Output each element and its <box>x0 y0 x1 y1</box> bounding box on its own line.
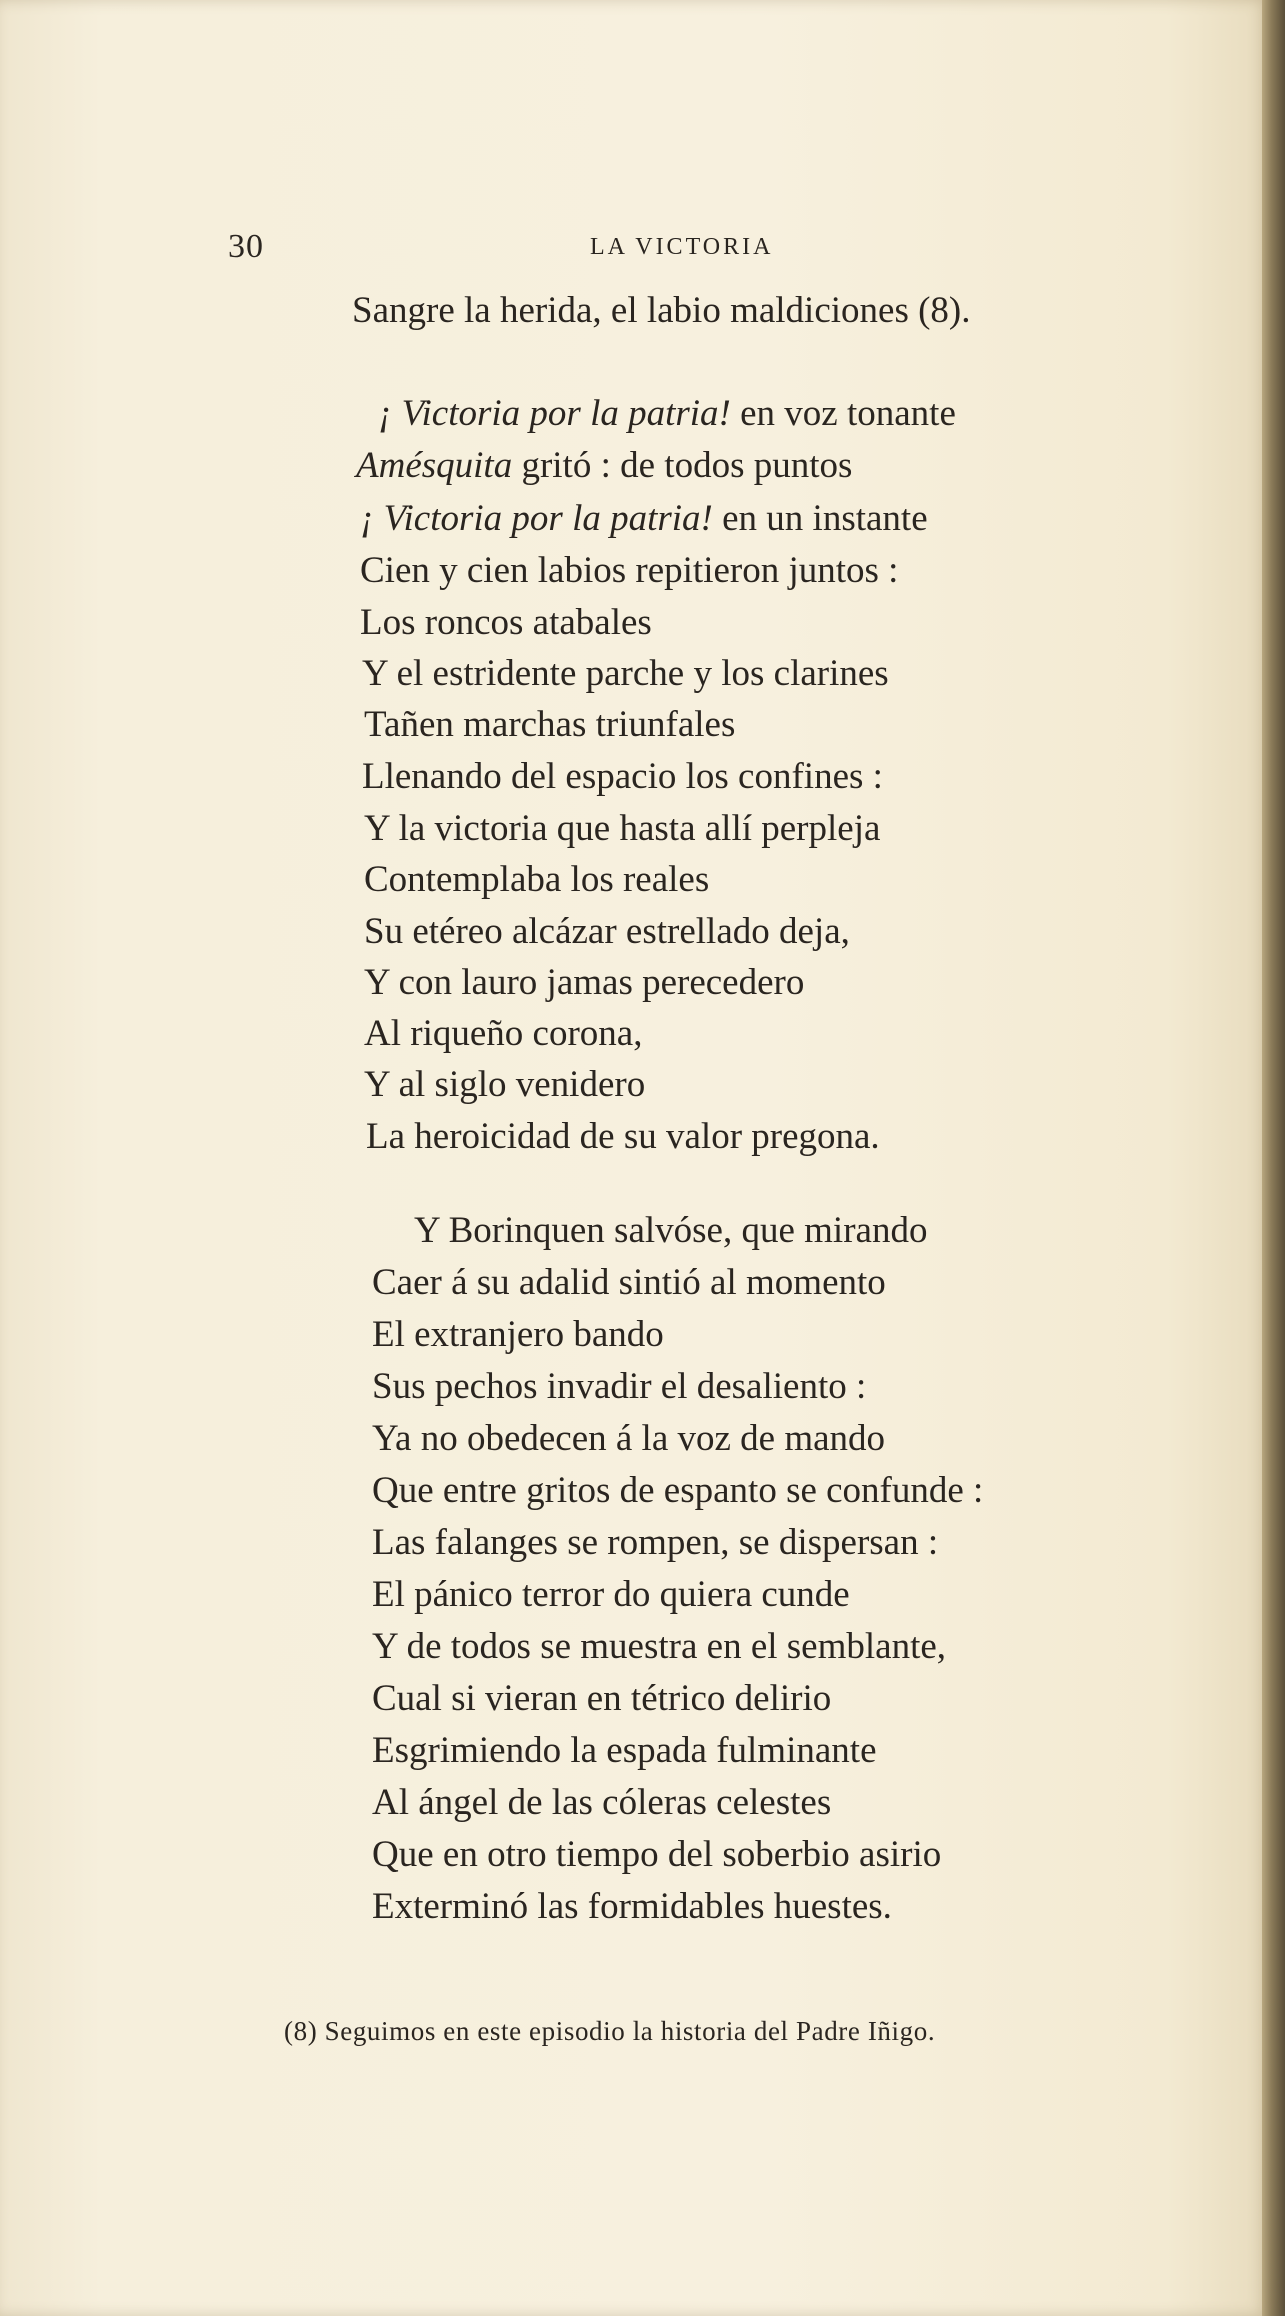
poem-line <box>372 1472 983 1509</box>
poem-line <box>364 861 709 898</box>
page-edge <box>1262 0 1285 2316</box>
line-text: Al riqueño corona, <box>364 1013 643 1054</box>
poem-line <box>372 1368 866 1405</box>
line-text: El pánico terror do quiera cunde <box>372 1574 850 1615</box>
line-text: Las falanges se rompen, se dispersan : <box>372 1522 939 1563</box>
poem-line <box>364 913 850 950</box>
poem-line <box>360 552 898 589</box>
poem-line <box>364 1015 642 1052</box>
line-text: Cien y cien labios repitieron juntos : <box>360 550 899 591</box>
line-text: Caer á su adalid sintió al momento <box>372 1262 886 1303</box>
line-text: en voz tonante <box>730 393 956 434</box>
footnote: (8) Seguimos en este episodio la historia del Padre Iñigo. <box>284 2016 936 2046</box>
poem-line <box>364 810 880 847</box>
poem-line <box>372 1264 886 1301</box>
poem-line <box>360 604 652 641</box>
line-text: El extranjero bando <box>372 1314 664 1355</box>
poem-line <box>364 1066 645 1103</box>
line-text: Y con lauro jamas perecedero <box>364 962 805 1003</box>
line-text: Y el estridente parche y los clarines <box>362 653 889 694</box>
line-text: Y al siglo venidero <box>364 1064 646 1105</box>
italic-phrase: ¡ Victoria por la patria! <box>360 498 713 539</box>
line-text: Y la victoria que hasta allí perpleja <box>364 808 881 849</box>
poem-line <box>356 447 852 484</box>
line-text: en un instante <box>712 498 928 539</box>
line-text: Sus pechos invadir el desaliento : <box>372 1366 867 1407</box>
line-text: Exterminó las formidables huestes. <box>372 1886 892 1927</box>
line-text: Tañen marchas triunfales <box>364 704 736 745</box>
running-head: LA VICTORIA <box>590 234 774 260</box>
line-text: Contemplaba los reales <box>364 859 710 900</box>
poem-line <box>360 500 928 537</box>
poem-line <box>366 1118 880 1155</box>
line-text: Que entre gritos de espanto se confunde : <box>372 1470 984 1511</box>
poem-line <box>364 964 804 1001</box>
line-text: Sangre la herida, el labio maldiciones (8). <box>352 290 971 331</box>
poem-line <box>372 1732 877 1769</box>
poem-line <box>364 706 735 743</box>
line-text: Y Borinquen salvóse, que mirando <box>414 1210 928 1251</box>
line-text: La heroicidad de su valor pregona. <box>366 1116 880 1157</box>
line-text: Ya no obedecen á la voz de mando <box>372 1418 886 1459</box>
page-header <box>0 228 1268 268</box>
italic-phrase: Amésquita <box>356 445 513 486</box>
poem-line <box>372 1888 892 1925</box>
line-text: Esgrimiendo la espada fulminante <box>372 1730 877 1771</box>
poem-line <box>372 1628 946 1665</box>
line-text: Y de todos se muestra en el semblante, <box>372 1626 947 1667</box>
line-text: Al ángel de las cóleras celestes <box>372 1782 832 1823</box>
line-text: Que en otro tiempo del soberbio asirio <box>372 1834 942 1875</box>
poem-line <box>362 758 883 795</box>
poem-line <box>372 1524 938 1561</box>
italic-phrase: ¡ Victoria por la patria! <box>378 393 731 434</box>
poem-line <box>378 395 956 432</box>
line-text: gritó : de todos puntos <box>512 445 853 486</box>
line-text: Cual si vieran en tétrico delirio <box>372 1678 832 1719</box>
line-text: Los roncos atabales <box>360 602 652 643</box>
poem-line <box>414 1212 927 1249</box>
poem-line <box>372 1576 850 1613</box>
poem-line <box>352 292 971 329</box>
poem-line <box>362 655 889 692</box>
line-text: Llenando del espacio los confines : <box>362 756 883 797</box>
line-text: Su etéreo alcázar estrellado deja, <box>364 911 850 952</box>
poem-line <box>372 1680 831 1717</box>
poem-line <box>372 1316 664 1353</box>
poem-line <box>372 1836 941 1873</box>
poem-line <box>372 1420 885 1457</box>
page-number: 30 <box>228 228 264 265</box>
poem-line <box>372 1784 831 1821</box>
